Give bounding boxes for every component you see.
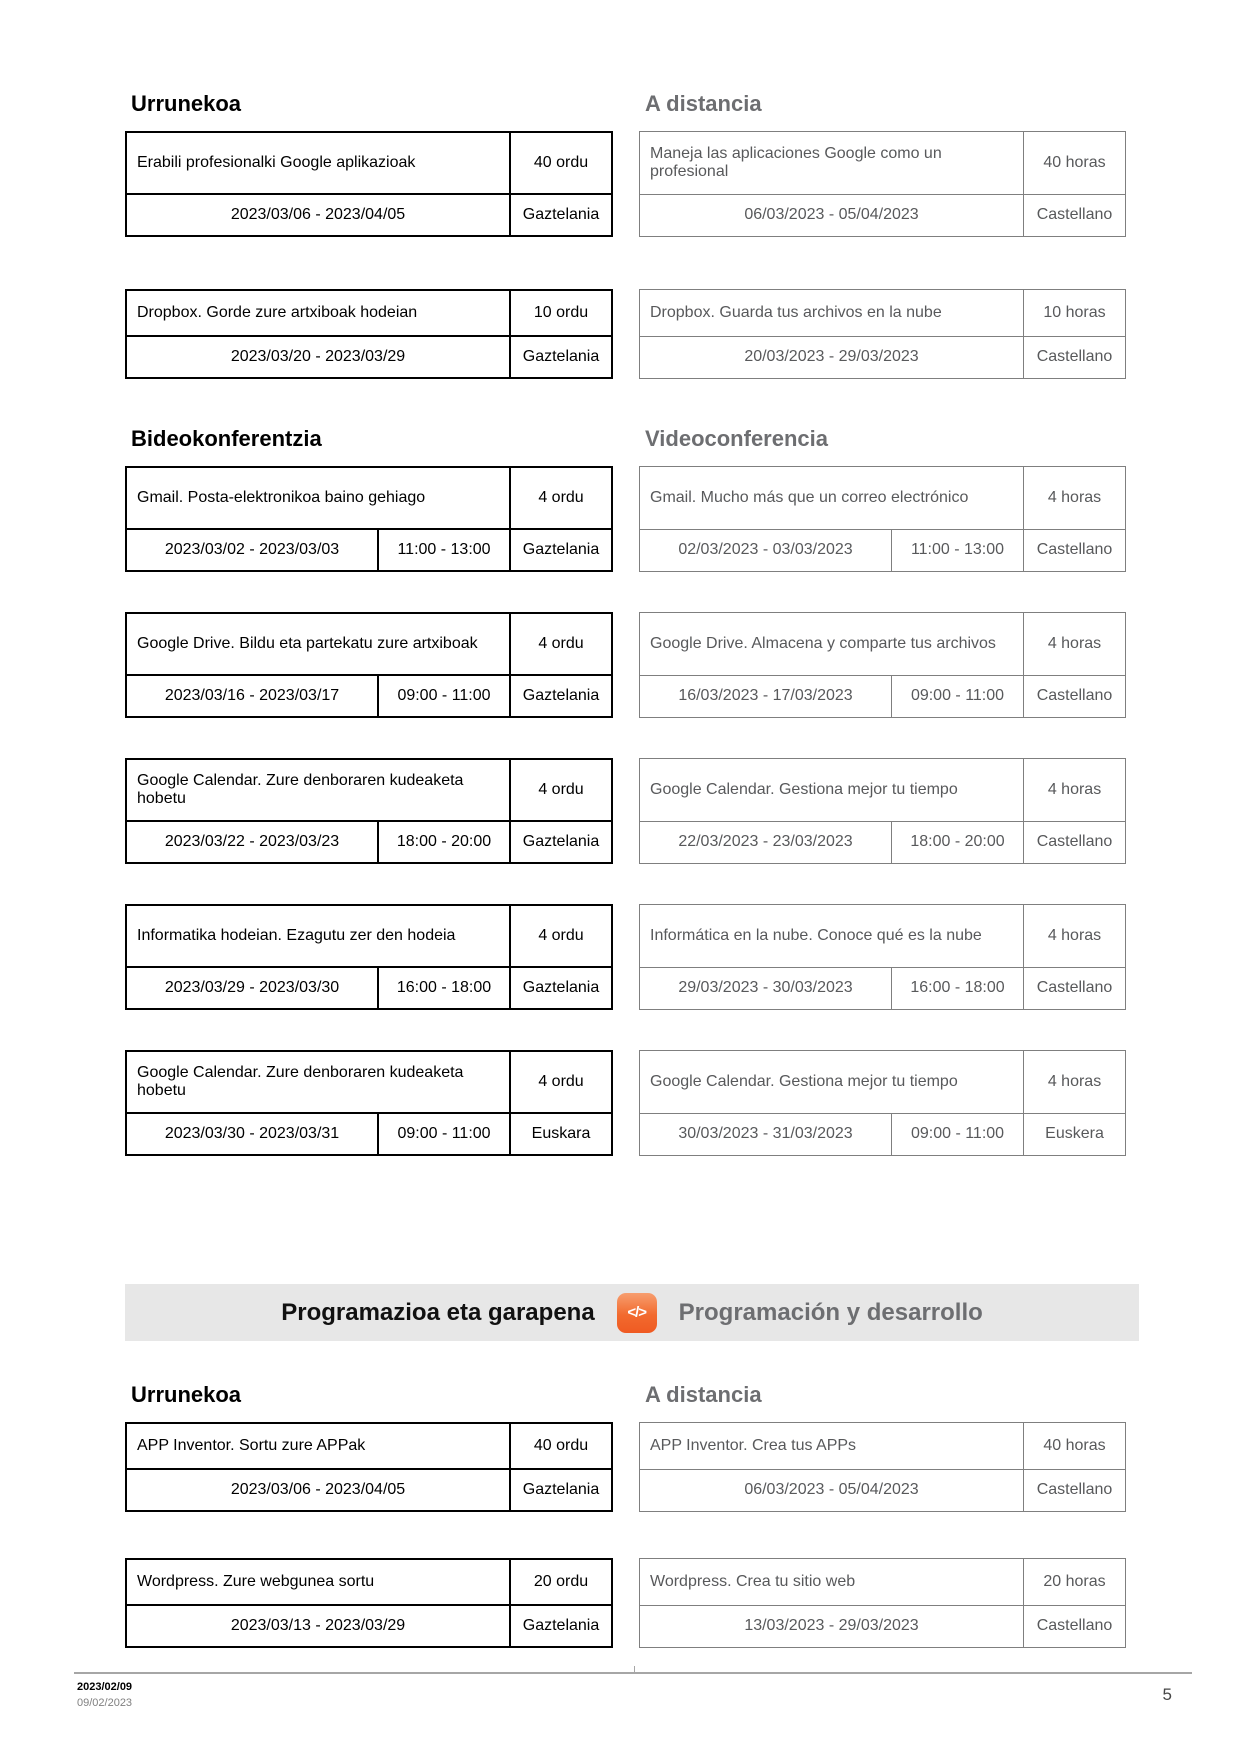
course-dates: 2023/03/22 - 2023/03/23 — [126, 821, 378, 863]
course-dates: 2023/03/02 - 2023/03/03 — [126, 529, 378, 571]
course-dates: 20/03/2023 - 29/03/2023 — [640, 336, 1024, 378]
course-language: Gaztelania — [510, 967, 612, 1009]
banner-title-eu: Programazioa eta garapena — [281, 1298, 595, 1326]
course-title: Wordpress. Zure webgunea sortu — [126, 1559, 510, 1605]
course-title: Gmail. Posta-elektronikoa baino gehiago — [126, 467, 510, 529]
course-dates: 02/03/2023 - 03/03/2023 — [640, 529, 892, 571]
course-dates: 22/03/2023 - 23/03/2023 — [640, 821, 892, 863]
course-table-es — [639, 612, 1126, 718]
course-language: Gaztelania — [510, 336, 612, 378]
course-title: Google Calendar. Gestiona mejor tu tiempo — [640, 1051, 1024, 1114]
course-hours: 4 ordu — [510, 905, 612, 967]
course-table-es — [639, 758, 1126, 864]
code-icon-glyph: </> — [627, 1304, 647, 1321]
course-table-eu — [125, 1558, 613, 1648]
course-table-eu — [125, 1422, 613, 1512]
course-pair-gmail — [125, 466, 1125, 572]
course-hours: 4 ordu — [510, 1051, 612, 1113]
course-language: Castellano — [1024, 1605, 1126, 1647]
course-title: Google Calendar. Gestiona mejor tu tiempo — [640, 759, 1024, 822]
course-table-es — [639, 466, 1126, 572]
course-hours: 40 ordu — [510, 132, 612, 194]
course-title: APP Inventor. Crea tus APPs — [640, 1423, 1024, 1470]
course-hours: 40 horas — [1024, 132, 1126, 195]
section-video-headings — [125, 427, 1125, 451]
course-language: Castellano — [1024, 529, 1126, 571]
course-hours: 4 horas — [1024, 613, 1126, 676]
course-pair-app-inventor — [125, 1422, 1125, 1512]
section-programming-headings — [125, 1383, 1125, 1407]
footer-rule — [74, 1672, 1192, 1674]
course-dates: 2023/03/13 - 2023/03/29 — [126, 1605, 510, 1647]
course-dates: 29/03/2023 - 30/03/2023 — [640, 967, 892, 1009]
course-table-eu — [125, 1050, 613, 1156]
course-title: Google Drive. Almacena y comparte tus archivos — [640, 613, 1024, 676]
course-title: Erabili profesionalki Google aplikazioak — [126, 132, 510, 194]
course-title: Google Drive. Bildu eta partekatu zure artxiboak — [126, 613, 510, 675]
course-table-eu — [125, 289, 613, 379]
section-heading-eu: Urrunekoa — [131, 1382, 242, 1407]
course-language: Euskara — [510, 1113, 612, 1155]
course-pair-dropbox — [125, 289, 1125, 379]
course-title: APP Inventor. Sortu zure APPak — [126, 1423, 510, 1469]
course-dates: 2023/03/30 - 2023/03/31 — [126, 1113, 378, 1155]
course-language: Castellano — [1024, 194, 1126, 236]
course-language: Castellano — [1024, 967, 1126, 1009]
course-dates: 2023/03/29 - 2023/03/30 — [126, 967, 378, 1009]
course-hours: 10 horas — [1024, 290, 1126, 337]
course-language: Gaztelania — [510, 529, 612, 571]
course-pair-wordpress — [125, 1558, 1125, 1648]
section-heading-eu: Urrunekoa — [131, 91, 242, 116]
course-title: Google Calendar. Zure denboraren kudeaketa hobetu — [126, 1051, 510, 1113]
course-dates: 30/03/2023 - 31/03/2023 — [640, 1113, 892, 1155]
course-title: Informática en la nube. Conoce qué es la nube — [640, 905, 1024, 968]
course-table-eu — [125, 758, 613, 864]
course-time: 18:00 - 20:00 — [378, 821, 510, 863]
section-heading-es: A distancia — [645, 91, 762, 116]
page-number: 5 — [1162, 1685, 1172, 1704]
course-pair-google-apps — [125, 131, 1125, 237]
course-title: Dropbox. Gorde zure artxiboak hodeian — [126, 290, 510, 336]
course-hours: 4 horas — [1024, 467, 1126, 530]
course-time: 09:00 - 11:00 — [892, 675, 1024, 717]
footer-date-primary: 2023/02/09 — [77, 1681, 133, 1693]
course-dates: 2023/03/06 - 2023/04/05 — [126, 1469, 510, 1511]
course-hours: 4 ordu — [510, 759, 612, 821]
course-hours: 40 ordu — [510, 1423, 612, 1469]
course-language: Gaztelania — [510, 675, 612, 717]
course-pair-informatica — [125, 904, 1125, 1010]
course-hours: 4 ordu — [510, 613, 612, 675]
course-pair-google-calendar-1 — [125, 758, 1125, 864]
course-language: Euskera — [1024, 1113, 1126, 1155]
course-language: Castellano — [1024, 821, 1126, 863]
course-table-eu — [125, 612, 613, 718]
course-language: Gaztelania — [510, 194, 612, 236]
course-dates: 2023/03/20 - 2023/03/29 — [126, 336, 510, 378]
course-table-eu — [125, 131, 613, 237]
course-time: 11:00 - 13:00 — [378, 529, 510, 571]
course-table-es — [639, 1422, 1126, 1512]
course-language: Gaztelania — [510, 1469, 612, 1511]
section-heading-es: A distancia — [645, 1382, 762, 1407]
section-remote-headings — [125, 92, 1125, 116]
course-hours: 4 ordu — [510, 467, 612, 529]
course-hours: 4 horas — [1024, 759, 1126, 822]
course-dates: 2023/03/16 - 2023/03/17 — [126, 675, 378, 717]
course-title: Maneja las aplicaciones Google como un profesional — [640, 132, 1024, 195]
course-hours: 4 horas — [1024, 1051, 1126, 1114]
course-hours: 10 ordu — [510, 290, 612, 336]
course-title: Wordpress. Crea tu sitio web — [640, 1559, 1024, 1606]
code-icon — [617, 1293, 657, 1333]
course-table-es — [639, 904, 1126, 1010]
section-heading-eu: Bideokonferentzia — [131, 426, 322, 451]
course-hours: 20 horas — [1024, 1559, 1126, 1606]
course-title: Informatika hodeian. Ezagutu zer den hodeia — [126, 905, 510, 967]
programming-section-banner — [125, 1284, 1139, 1341]
course-dates: 16/03/2023 - 17/03/2023 — [640, 675, 892, 717]
course-dates: 13/03/2023 - 29/03/2023 — [640, 1605, 1024, 1647]
course-language: Castellano — [1024, 1469, 1126, 1511]
course-time: 11:00 - 13:00 — [892, 529, 1024, 571]
course-time: 09:00 - 11:00 — [378, 675, 510, 717]
footer-date-secondary: 09/02/2023 — [77, 1697, 133, 1709]
course-language: Castellano — [1024, 336, 1126, 378]
course-time: 09:00 - 11:00 — [378, 1113, 510, 1155]
footer-rule-tick — [634, 1666, 635, 1674]
course-hours: 4 horas — [1024, 905, 1126, 968]
course-pair-google-drive — [125, 612, 1125, 718]
course-table-es — [639, 289, 1126, 379]
course-time: 09:00 - 11:00 — [892, 1113, 1024, 1155]
course-title: Gmail. Mucho más que un correo electrónico — [640, 467, 1024, 530]
course-table-es — [639, 1558, 1126, 1648]
course-table-es — [639, 131, 1126, 237]
course-language: Castellano — [1024, 675, 1126, 717]
course-hours: 20 ordu — [510, 1559, 612, 1605]
course-time: 16:00 - 18:00 — [378, 967, 510, 1009]
course-dates: 06/03/2023 - 05/04/2023 — [640, 194, 1024, 236]
section-heading-es: Videoconferencia — [645, 426, 828, 451]
banner-title-es: Programación y desarrollo — [678, 1298, 983, 1326]
course-dates: 2023/03/06 - 2023/04/05 — [126, 194, 510, 236]
course-pair-google-calendar-2 — [125, 1050, 1125, 1156]
course-table-es — [639, 1050, 1126, 1156]
course-dates: 06/03/2023 - 05/04/2023 — [640, 1469, 1024, 1511]
course-title: Google Calendar. Zure denboraren kudeaketa hobetu — [126, 759, 510, 821]
course-language: Gaztelania — [510, 821, 612, 863]
course-table-eu — [125, 466, 613, 572]
course-language: Gaztelania — [510, 1605, 612, 1647]
course-title: Dropbox. Guarda tus archivos en la nube — [640, 290, 1024, 337]
course-table-eu — [125, 904, 613, 1010]
course-time: 18:00 - 20:00 — [892, 821, 1024, 863]
course-time: 16:00 - 18:00 — [892, 967, 1024, 1009]
course-hours: 40 horas — [1024, 1423, 1126, 1470]
